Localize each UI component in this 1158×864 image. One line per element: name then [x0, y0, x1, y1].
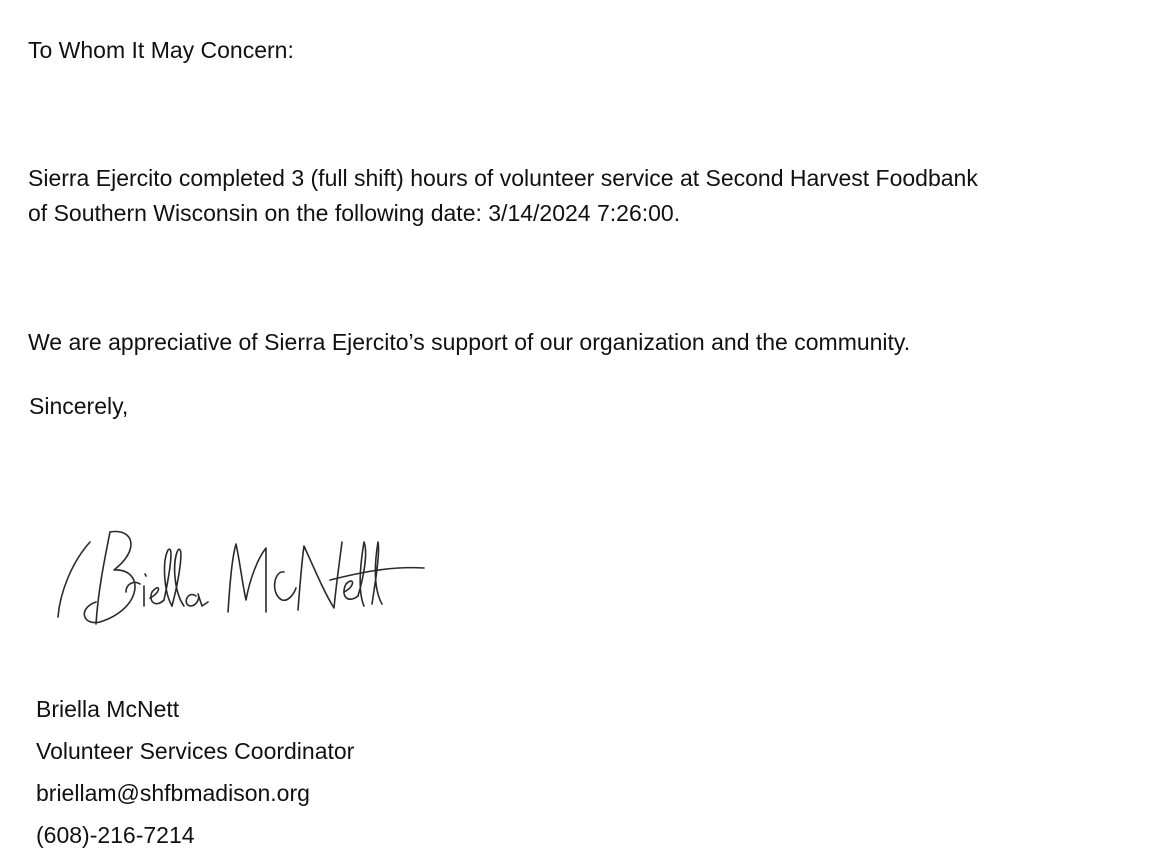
salutation: To Whom It May Concern: — [28, 37, 294, 63]
body-line-1: Sierra Ejercito completed 3 (full shift) hours of volunteer service at Second Harvest Foodbank — [28, 165, 978, 191]
closing: Sincerely, — [29, 393, 129, 419]
signer-phone: (608)-216-7214 — [36, 822, 195, 848]
signer-email[interactable]: briellam@shfbmadison.org — [36, 780, 310, 806]
signer-title: Volunteer Services Coordinator — [36, 738, 355, 764]
handwritten-signature — [52, 522, 432, 637]
body-line-2: of Southern Wisconsin on the following date: 3/14/2024 7:26:00. — [28, 200, 681, 226]
appreciation-line: We are appreciative of Sierra Ejercito’s support of our organization and the community. — [28, 329, 911, 355]
signer-name: Briella McNett — [36, 696, 180, 722]
